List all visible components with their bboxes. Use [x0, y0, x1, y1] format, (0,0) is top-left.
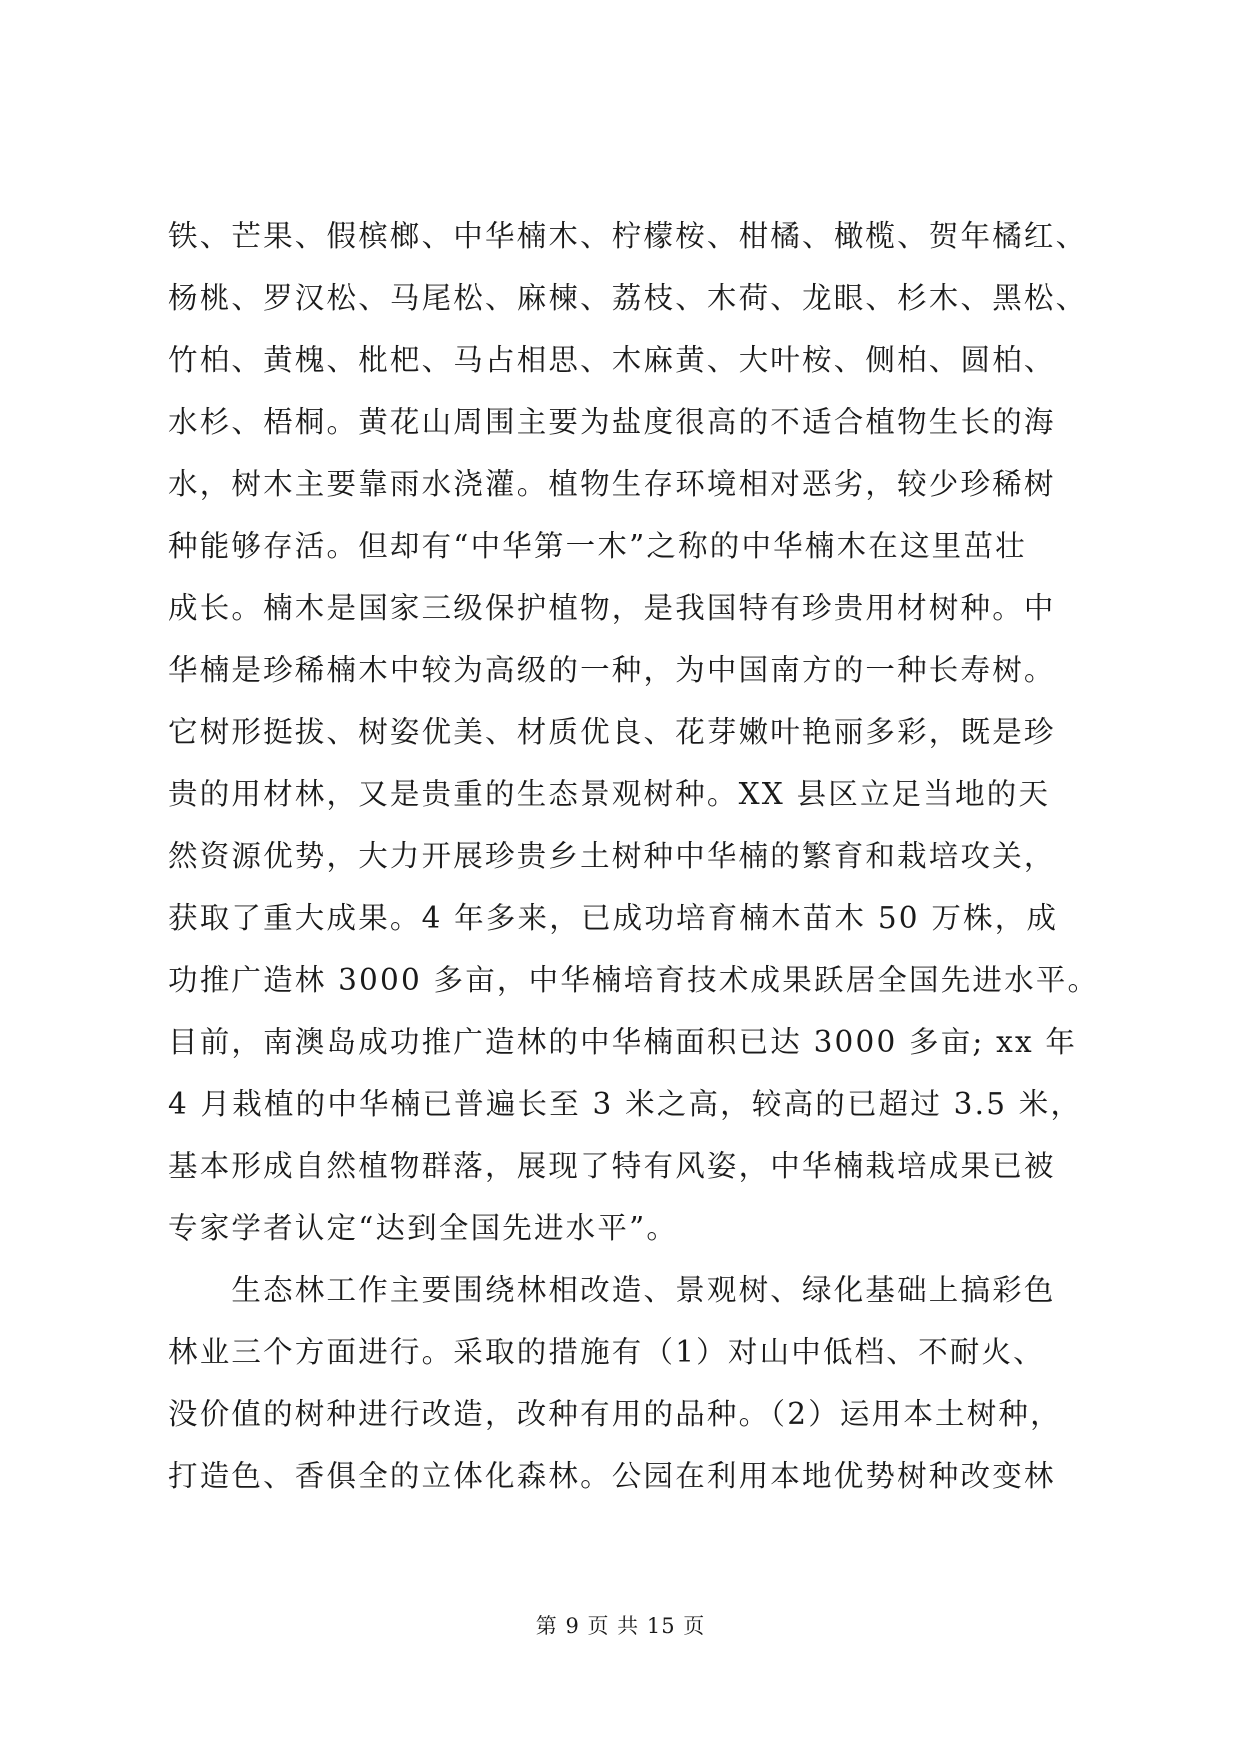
- text-line: 林业三个方面进行。采取的措施有（1）对山中低档、不耐火、: [168, 1335, 1045, 1369]
- text-line: 目前，南澳岛成功推广造林的中华楠面积已达 3000 多亩; xx 年: [168, 1025, 1078, 1059]
- body-text: [168, 205, 1128, 1507]
- page-footer: 第 9 页 共 15 页: [535, 1614, 706, 1638]
- text-line: 种能够存活。但却有“中华第一木”之称的中华楠木在这里茁壮: [168, 529, 1027, 563]
- text-line: 铁、芒果、假槟榔、中华楠木、柠檬桉、柑橘、橄榄、贺年橘红、: [168, 219, 1088, 253]
- text-line: 成长。楠木是国家三级保护植物，是我国特有珍贵用材树种。中: [168, 591, 1056, 625]
- text-line: 打造色、香俱全的立体化森林。公园在利用本地优势树种改变林: [168, 1459, 1056, 1493]
- text-line: 4 月栽植的中华楠已普遍长至 3 米之高，较高的已超过 3.5 米，: [168, 1087, 1083, 1121]
- text-line: 功推广造林 3000 多亩，中华楠培育技术成果跃居全国先进水平。: [168, 963, 1100, 997]
- text-line: 水杉、梧桐。黄花山周围主要为盐度很高的不适合植物生长的海: [168, 405, 1056, 439]
- text-line: 专家学者认定“达到全国先进水平”。: [168, 1211, 679, 1245]
- text-line: 它树形挺拔、树姿优美、材质优良、花芽嫩叶艳丽多彩，既是珍: [168, 715, 1056, 749]
- text-line: 然资源优势，大力开展珍贵乡土树种中华楠的繁育和栽培攻关，: [168, 839, 1056, 873]
- text-line: 水，树木主要靠雨水浇灌。植物生存环境相对恶劣，较少珍稀树: [168, 467, 1056, 501]
- text-line: 基本形成自然植物群落，展现了特有风姿，中华楠栽培成果已被: [168, 1149, 1056, 1183]
- text-line: 生态林工作主要围绕林相改造、景观树、绿化基础上搞彩色: [168, 1273, 1056, 1307]
- text-line: 竹柏、黄槐、枇杷、马占相思、木麻黄、大叶桉、侧柏、圆柏、: [168, 343, 1056, 377]
- text-line: 获取了重大成果。4 年多来，已成功培育楠木苗木 50 万株，成: [168, 901, 1059, 935]
- text-line: 杨桃、罗汉松、马尾松、麻楝、荔枝、木荷、龙眼、杉木、黑松、: [168, 281, 1088, 315]
- text-line: 贵的用材林，又是贵重的生态景观树种。XX 县区立足当地的天: [168, 777, 1051, 811]
- text-line: 华楠是珍稀楠木中较为高级的一种，为中国南方的一种长寿树。: [168, 653, 1056, 687]
- text-line: 没价值的树种进行改造，改种有用的品种。（2）运用本土树种，: [168, 1397, 1062, 1431]
